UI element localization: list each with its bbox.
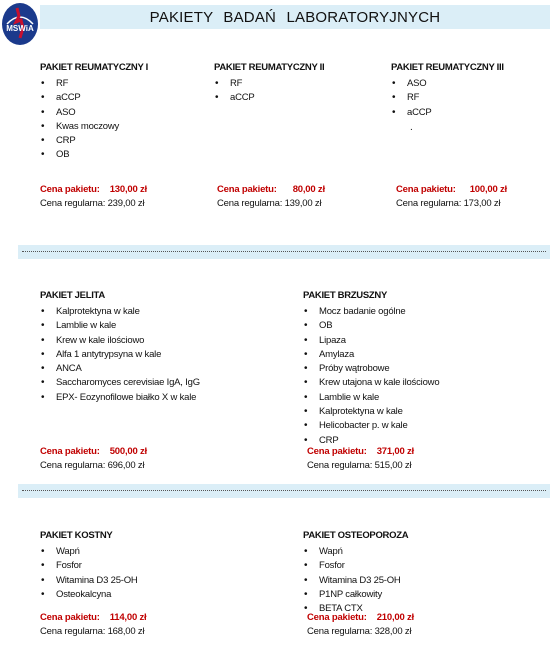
list-item: • RF [214, 77, 324, 91]
package-reumatyczny-3 [391, 62, 504, 120]
package-price: 500,00 zł [109, 446, 147, 457]
package-brzuszny [303, 290, 439, 448]
regular-price: 328,00 zł [374, 626, 412, 637]
list-item: • Wapń [40, 545, 138, 559]
package-items [303, 545, 408, 616]
regular-price: 139,00 zł [284, 198, 322, 209]
package-price-label: Cena pakietu: [40, 612, 100, 623]
package-reumatyczny-1 [40, 62, 148, 163]
price-block [40, 184, 147, 209]
list-item: • Próby wątrobowe [303, 362, 439, 376]
regular-price-label: Cena regularna: [307, 460, 373, 471]
list-item: • Amylaza [303, 348, 439, 362]
package-price: 210,00 zł [376, 612, 414, 623]
package-items [40, 545, 138, 602]
list-item: • CRP [303, 434, 439, 448]
regular-price-label: Cena regularna: [40, 626, 106, 637]
package-price-label: Cena pakietu: [40, 446, 100, 457]
list-item: • P1NP całkowity [303, 588, 408, 602]
list-item: • aCCP [214, 91, 324, 105]
package-items [214, 77, 324, 106]
list-item: • Fosfor [40, 559, 138, 573]
package-price: 130,00 zł [109, 184, 147, 195]
price-block [307, 446, 414, 471]
list-item: • aCCP [391, 106, 504, 120]
list-item: • Wapń [303, 545, 408, 559]
package-name: PAKIET BRZUSZNY [303, 290, 387, 301]
page-title: PAKIETY BADAŃ LABORATORYJNYCH [149, 8, 441, 26]
regular-price: 168,00 zł [107, 626, 145, 637]
list-item: • Kalprotektyna w kale [40, 305, 200, 319]
list-item: • Lipaza [303, 334, 439, 348]
regular-price: 515,00 zł [374, 460, 412, 471]
regular-price: 239,00 zł [107, 198, 145, 209]
list-item: • Krew w kale ilościowo [40, 334, 200, 348]
list-item: • ASO [391, 77, 504, 91]
list-item: • CRP [40, 134, 148, 148]
list-item: • Lamblie w kale [303, 391, 439, 405]
stray-mark: . [410, 122, 413, 133]
package-price: 114,00 zł [109, 612, 147, 623]
package-price-label: Cena pakietu: [307, 446, 367, 457]
regular-price-label: Cena regularna: [40, 198, 106, 209]
package-items [40, 305, 200, 405]
package-price-label: Cena pakietu: [307, 612, 367, 623]
list-item: • Fosfor [303, 559, 408, 573]
package-items [303, 305, 439, 448]
price-block [307, 612, 414, 637]
mswia-logo [1, 2, 39, 46]
package-price: 100,00 zł [469, 184, 507, 195]
list-item: • RF [391, 91, 504, 105]
list-item: • RF [40, 77, 148, 91]
price-block [217, 184, 325, 209]
regular-price-label: Cena regularna: [217, 198, 283, 209]
package-name: PAKIET REUMATYCZNY III [391, 62, 504, 73]
list-item: • ASO [40, 106, 148, 120]
package-kostny [40, 530, 138, 602]
regular-price-label: Cena regularna: [40, 460, 106, 471]
list-item: • Osteokalcyna [40, 588, 138, 602]
package-price-label: Cena pakietu: [40, 184, 100, 195]
regular-price: 173,00 zł [463, 198, 501, 209]
package-price: 371,00 zł [376, 446, 414, 457]
regular-price-label: Cena regularna: [307, 626, 373, 637]
list-item: • ANCA [40, 362, 200, 376]
package-name: PAKIET JELITA [40, 290, 105, 301]
list-item: • Witamina D3 25-OH [303, 574, 408, 588]
list-item: • Saccharomyces cerevisiae IgA, IgG [40, 376, 200, 390]
package-jelita [40, 290, 200, 405]
list-item: • EPX- Eozynofilowe białko X w kale [40, 391, 200, 405]
package-reumatyczny-2 [214, 62, 324, 106]
section-divider [18, 245, 550, 259]
package-price: 80,00 zł [292, 184, 325, 195]
list-item: • Kalprotektyna w kale [303, 405, 439, 419]
package-osteoporoza [303, 530, 408, 616]
package-price-label: Cena pakietu: [396, 184, 456, 195]
list-item: • Mocz badanie ogólne [303, 305, 439, 319]
price-block [40, 446, 147, 471]
section-divider [18, 484, 550, 498]
list-item: • Helicobacter p. w kale [303, 419, 439, 433]
regular-price: 696,00 zł [107, 460, 145, 471]
regular-price-label: Cena regularna: [396, 198, 462, 209]
package-name: PAKIET REUMATYCZNY II [214, 62, 325, 73]
package-items [40, 77, 148, 163]
package-items [391, 77, 504, 120]
list-item: • Witamina D3 25-OH [40, 574, 138, 588]
list-item: • OB [303, 319, 439, 333]
package-name: PAKIET REUMATYCZNY I [40, 62, 149, 73]
price-block [396, 184, 507, 209]
title-banner [40, 5, 550, 29]
package-price-label: Cena pakietu: [217, 184, 277, 195]
svg-text:MSWiA: MSWiA [6, 24, 34, 33]
list-item: • aCCP [40, 91, 148, 105]
price-block [40, 612, 146, 637]
package-name: PAKIET OSTEOPOROZA [303, 530, 409, 541]
list-item: • Alfa 1 antytrypsyna w kale [40, 348, 200, 362]
package-name: PAKIET KOSTNY [40, 530, 113, 541]
list-item: • Kwas moczowy [40, 120, 148, 134]
list-item: • OB [40, 148, 148, 162]
list-item: • Lamblie w kale [40, 319, 200, 333]
list-item: • Krew utajona w kale ilościowo [303, 376, 439, 390]
list-item: • BETA CTX [303, 602, 408, 616]
